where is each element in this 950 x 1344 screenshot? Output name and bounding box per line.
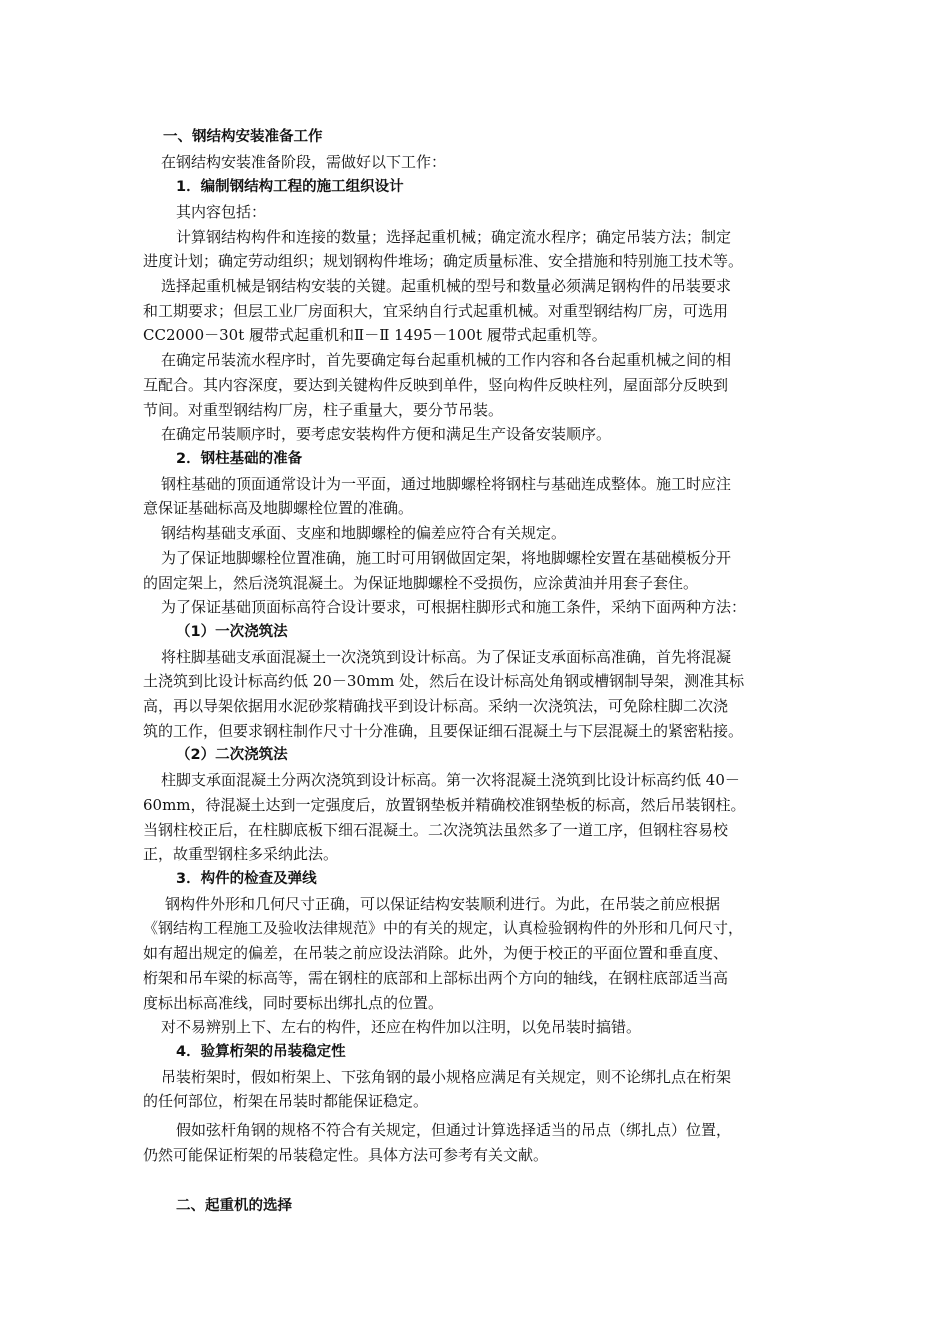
paragraph-line: 进度计划；确定劳动组织；规划钢构件堆场；确定质量标准、安全措施和特别施工技术等。 — [143, 252, 744, 270]
paragraph-line: 为了保证基础顶面标高符合设计要求，可根据柱脚形式和施工条件，采纳下面两种方法： — [161, 598, 747, 616]
paragraph-line: 正，故重型钢柱多采纳此法。 — [143, 845, 339, 863]
paragraph-line: 度标出标高准线，同时要标出绑扎点的位置。 — [143, 994, 444, 1012]
paragraph-line: 和工期要求；但层工业厂房面积大，宜采纳自行式起重机械。对重型钢结构厂房，可选用 — [143, 302, 729, 320]
paragraph-line: 钢结构基础支承面、支座和地脚螺栓的偏差应符合有关规定。 — [161, 524, 567, 542]
paragraph-line: 节间。对重型钢结构厂房，柱子重量大，要分节吊装。 — [143, 401, 504, 419]
paragraph-line: 在钢结构安装准备阶段，需做好以下工作： — [161, 153, 447, 171]
paragraph-line: 当钢柱校正后，在柱脚底板下细石混凝土。二次浇筑法虽然多了一道工序，但钢柱容易校 — [143, 821, 729, 839]
paragraph-line: 假如弦杆角钢的规格不符合有关规定，但通过计算选择适当的吊点（绑扎点）位置， — [176, 1121, 732, 1139]
subsection-heading: 1．编制钢结构工程的施工组织设计 — [176, 179, 404, 195]
paragraph-line: 意保证基础标高及地脚螺栓位置的准确。 — [143, 499, 414, 517]
paragraph-line: 将柱脚基础支承面混凝土一次浇筑到设计标高。为了保证支承面标高准确，首先将混凝 — [161, 648, 732, 666]
method-heading: （1）一次浇筑法 — [176, 624, 288, 640]
section-heading: 二、起重机的选择 — [176, 1198, 292, 1214]
paragraph-line: 的固定架上，然后浇筑混凝土。为保证地脚螺栓不受损伤，应涂黄油并用套子套住。 — [143, 574, 699, 592]
paragraph-line: 高，再以导架依据用水泥砂浆精确找平到设计标高。采纳一次浇筑法，可免除柱脚二次浇 — [143, 697, 729, 715]
paragraph-line: CC2000－30t 履带式起重机和Ⅱ－Ⅱ 1495－100t 履带式起重机等。 — [143, 326, 607, 344]
paragraph-line: 计算钢结构构件和连接的数量；选择起重机械；确定流水程序；确定吊装方法；制定 — [176, 228, 732, 246]
paragraph-line: 在确定吊装顺序时，要考虑安装构件方便和满足生产设备安装顺序。 — [161, 425, 612, 443]
paragraph-line: 柱脚支承面混凝土分两次浇筑到设计标高。第一次将混凝土浇筑到比设计标高约低 40－ — [161, 771, 740, 789]
paragraph-line: 其内容包括： — [176, 203, 267, 221]
paragraph-line: 桁架和吊车梁的标高等，需在钢柱的底部和上部标出两个方向的轴线，在钢柱底部适当高 — [143, 969, 729, 987]
paragraph-line: 对不易辨别上下、左右的构件，还应在构件加以注明，以免吊装时搞错。 — [161, 1018, 642, 1036]
subsection-heading: 2．钢柱基础的准备 — [176, 451, 303, 467]
paragraph-line: 在确定吊装流水程序时，首先要确定每台起重机械的工作内容和各台起重机械之间的相 — [161, 351, 732, 369]
paragraph-line: 的任何部位，桁架在吊装时都能保证稳定。 — [143, 1092, 429, 1110]
paragraph-line: 如有超出规定的偏差，在吊装之前应设法消除。此外，为便于校正的平面位置和垂直度、 — [143, 944, 729, 962]
subsection-heading: 3．构件的检查及弹线 — [176, 871, 317, 887]
paragraph-line: 钢柱基础的顶面通常设计为一平面，通过地脚螺栓将钢柱与基础连成整体。施工时应注 — [161, 475, 732, 493]
method-heading: （2）二次浇筑法 — [176, 747, 288, 763]
paragraph-line: 钢构件外形和几何尺寸正确，可以保证结构安装顺利进行。为此，在吊装之前应根据 — [165, 895, 721, 913]
paragraph-line: 选择起重机械是钢结构安装的关键。起重机械的型号和数量必须满足钢构件的吊装要求 — [161, 277, 732, 295]
paragraph-line: 仍然可能保证桁架的吊装稳定性。具体方法可参考有关文献。 — [143, 1146, 549, 1164]
paragraph-line: 60mm，待混凝土达到一定强度后，放置钢垫板并精确校准钢垫板的标高，然后吊装钢柱。 — [143, 796, 746, 814]
paragraph-line: 互配合。其内容深度，要达到关键构件反映到单件，竖向构件反映柱列，屋面部分反映到 — [143, 376, 729, 394]
paragraph-line: 筑的工作，但要求钢柱制作尺寸十分准确，且要保证细石混凝土与下层混凝土的紧密粘接。 — [143, 722, 744, 740]
paragraph-line: 吊装桁架时，假如桁架上、下弦角钢的最小规格应满足有关规定，则不论绑扎点在桁架 — [161, 1068, 732, 1086]
subsection-heading: 4．验算桁架的吊装稳定性 — [176, 1044, 346, 1060]
paragraph-line: 《钢结构工程施工及验收法律规范》中的有关的规定，认真检验钢构件的外形和几何尺寸， — [143, 919, 744, 937]
paragraph-line: 为了保证地脚螺栓位置准确，施工时可用钢做固定架，将地脚螺栓安置在基础模板分开 — [161, 549, 732, 567]
paragraph-line: 土浇筑到比设计标高约低 20－30mm 处，然后在设计标高处角钢或槽钢制导架，测准其标 — [143, 672, 745, 690]
section-heading: 一、钢结构安装准备工作 — [163, 129, 323, 145]
